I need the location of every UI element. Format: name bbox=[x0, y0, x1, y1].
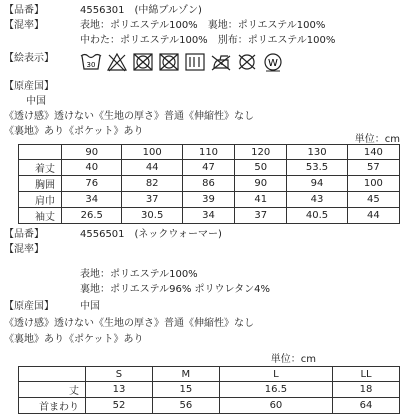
table-cell: 40.5 bbox=[287, 208, 347, 224]
header-cell: L bbox=[219, 367, 332, 382]
header-cell: S bbox=[86, 367, 153, 382]
table-header-row bbox=[19, 145, 400, 160]
hinban-label-1: 【品番】 bbox=[4, 5, 44, 16]
table-cell: 39 bbox=[182, 192, 234, 208]
table-cell: 94 bbox=[287, 176, 347, 192]
table-cell: 34 bbox=[62, 192, 122, 208]
table-cell: 86 bbox=[182, 176, 234, 192]
table-cell: 41 bbox=[235, 192, 287, 208]
table-cell: 90 bbox=[235, 176, 287, 192]
hinban-label-2: 【品番】 bbox=[4, 229, 44, 240]
tumble-dry-icon bbox=[158, 52, 180, 72]
origin-label-2: 【原産国】 bbox=[4, 301, 54, 312]
table-cell: 40 bbox=[62, 160, 122, 176]
care-label: 【絵表示】 bbox=[4, 53, 54, 64]
table-cell: 60 bbox=[219, 398, 332, 414]
table-row bbox=[19, 382, 400, 398]
table-cell: 37 bbox=[122, 192, 182, 208]
header-cell bbox=[19, 145, 62, 160]
table-cell: 50 bbox=[235, 160, 287, 176]
table-cell: 57 bbox=[347, 160, 399, 176]
table-cell: 26.5 bbox=[62, 208, 122, 224]
line-dry-icon bbox=[184, 52, 206, 72]
header-cell: 130 bbox=[287, 145, 347, 160]
table-cell: 64 bbox=[333, 398, 400, 414]
care-symbols bbox=[80, 52, 284, 72]
svg-text:30: 30 bbox=[86, 61, 96, 69]
row-label: 丈 bbox=[19, 382, 86, 398]
table-cell: 18 bbox=[333, 382, 400, 398]
table-cell: 44 bbox=[347, 208, 399, 224]
table-cell: 53.5 bbox=[287, 160, 347, 176]
table-cell: 44 bbox=[122, 160, 182, 176]
origin-value-1: 中国 bbox=[26, 96, 46, 107]
row-label: 胸囲 bbox=[19, 176, 62, 192]
attr-line-2b: 《裏地》あり《ポケット》あり bbox=[4, 334, 144, 345]
header-cell: 90 bbox=[62, 145, 122, 160]
table-cell: 47 bbox=[182, 160, 234, 176]
row-label: 袖丈 bbox=[19, 208, 62, 224]
konritsu-line-1a: 表地：ポリエステル100% 裏地：ポリエステル100% bbox=[80, 20, 326, 31]
origin-value-2: 中国 bbox=[80, 301, 100, 312]
header-cell: 140 bbox=[347, 145, 399, 160]
table-cell: 16.5 bbox=[219, 382, 332, 398]
table-cell: 37 bbox=[235, 208, 287, 224]
table-cell: 52 bbox=[86, 398, 153, 414]
iron-low-icon bbox=[210, 52, 232, 72]
attr-line-1b: 《裏地》あり《ポケット》あり bbox=[4, 126, 144, 137]
wet-clean-icon bbox=[262, 52, 284, 72]
table-row bbox=[19, 176, 400, 192]
konritsu-label-1: 【混率】 bbox=[4, 20, 44, 31]
header-cell: 110 bbox=[182, 145, 234, 160]
origin-label-1: 【原産国】 bbox=[4, 81, 54, 92]
table-header-row bbox=[19, 367, 400, 382]
attr-line-2a: 《透け感》透けない《生地の厚さ》普通《伸縮性》なし bbox=[4, 318, 254, 329]
header-cell bbox=[19, 367, 86, 382]
dry-clean-icon bbox=[236, 52, 258, 72]
header-cell: 120 bbox=[235, 145, 287, 160]
table-cell: 15 bbox=[152, 382, 219, 398]
konritsu-line-2a: 表地：ポリエステル100% bbox=[80, 269, 198, 280]
no-bleach-icon bbox=[106, 52, 128, 72]
table-cell: 82 bbox=[122, 176, 182, 192]
table-row bbox=[19, 398, 400, 414]
table-cell: 100 bbox=[347, 176, 399, 192]
header-cell: 100 bbox=[122, 145, 182, 160]
konritsu-line-1b: 中わた：ポリエステル100% 別布：ポリエステル100% bbox=[80, 35, 336, 46]
konritsu-label-2: 【混率】 bbox=[4, 244, 44, 255]
tumble-dry-icon bbox=[132, 52, 154, 72]
wash-30-icon bbox=[80, 52, 102, 72]
table-cell: 76 bbox=[62, 176, 122, 192]
table-cell: 45 bbox=[347, 192, 399, 208]
svg-text:W: W bbox=[268, 58, 278, 69]
size-table-1 bbox=[18, 144, 400, 224]
row-label: 首まわり bbox=[19, 398, 86, 414]
table-cell: 34 bbox=[182, 208, 234, 224]
row-label: 着丈 bbox=[19, 160, 62, 176]
table-cell: 30.5 bbox=[122, 208, 182, 224]
attr-line-1a: 《透け感》透けない《生地の厚さ》普通《伸縮性》なし bbox=[4, 111, 254, 122]
table-cell: 56 bbox=[152, 398, 219, 414]
header-cell: M bbox=[152, 367, 219, 382]
table-cell: 43 bbox=[287, 192, 347, 208]
table-cell: 13 bbox=[86, 382, 153, 398]
table-row bbox=[19, 192, 400, 208]
hinban-value-1: 4556301 (中綿ブルゾン) bbox=[80, 5, 202, 16]
header-cell: LL bbox=[333, 367, 400, 382]
hinban-value-2: 4556501 (ネックウォーマー) bbox=[80, 229, 222, 240]
table-row bbox=[19, 208, 400, 224]
unit-label-1: 単位：cm bbox=[354, 134, 400, 145]
size-table-2 bbox=[18, 366, 400, 414]
unit-label-2: 単位：cm bbox=[270, 354, 316, 365]
table-row bbox=[19, 160, 400, 176]
row-label: 肩巾 bbox=[19, 192, 62, 208]
konritsu-line-2b: 裏地：ポリエステル96% ポリウレタン4% bbox=[80, 284, 270, 295]
